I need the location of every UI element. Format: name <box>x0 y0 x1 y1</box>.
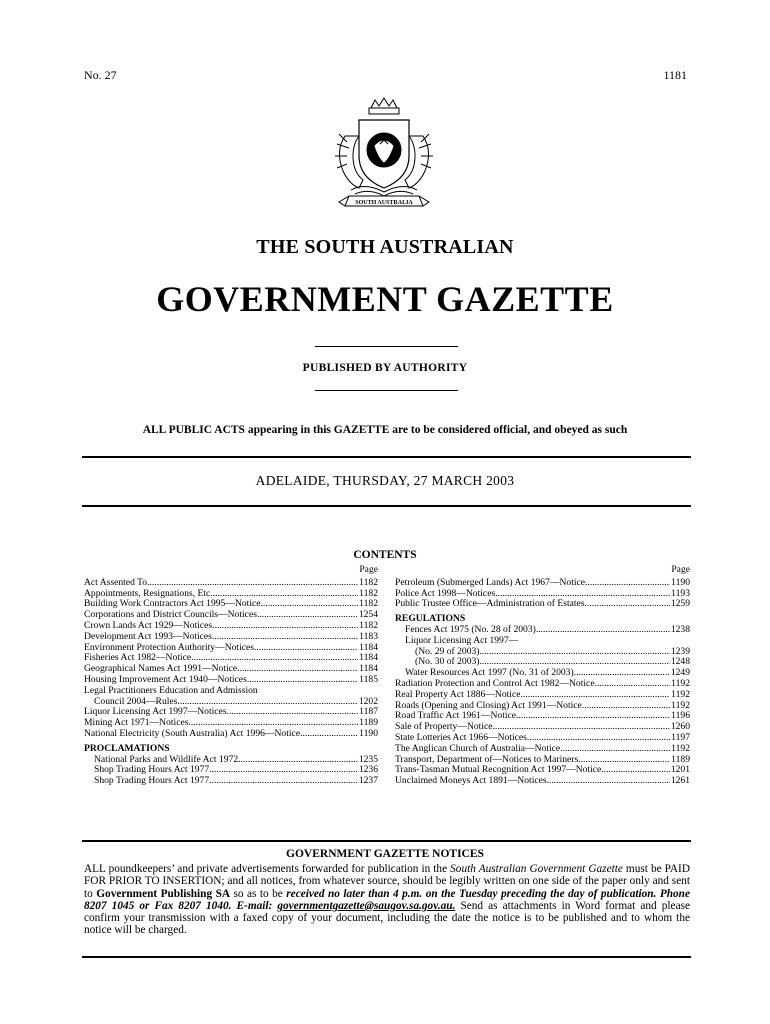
contents-entry: Liquor Licensing Act 1997—Notices ..... 1187 <box>84 707 378 718</box>
contents-entry: Real Property Act 1886—Notice ..... 1192 <box>395 690 690 701</box>
contents-entry: Shop Trading Hours Act 1977 ..... 1237 <box>84 776 378 787</box>
contents-entry: Corporations and District Councils—Notices ..... 1254 <box>84 610 378 621</box>
contents-entry: Radiation Protection and Control Act 1982—Notice ..... 1192 <box>395 679 690 690</box>
contents-entry: Trans-Tasman Mutual Recognition Act 1997—Notice ..... 1201 <box>395 765 690 776</box>
contents-entry: Fisheries Act 1982—Notice ..... 1184 <box>84 653 378 664</box>
proclamations-heading: PROCLAMATIONS <box>84 742 170 754</box>
divider <box>82 505 691 507</box>
coat-of-arms-icon <box>325 96 443 216</box>
page-column-label: Page <box>671 564 690 575</box>
contents-entry: Environment Protection Authority—Notices ..... 1184 <box>84 643 378 654</box>
contents-entry: Mining Act 1971—Notices ..... 1189 <box>84 718 378 729</box>
contents-entry: Crown Lands Act 1929—Notices ..... 1182 <box>84 621 378 632</box>
contents-entry: Appointments, Resignations, Etc. ..... 1182 <box>84 589 378 600</box>
contents-entry: Unclaimed Moneys Act 1891—Notices ..... 1261 <box>395 776 690 787</box>
notices-heading: GOVERNMENT GAZETTE NOTICES <box>286 848 484 860</box>
contents-entry: Petroleum (Submerged Lands) Act 1967—Notice ..... 1190 <box>395 578 690 589</box>
issue-number: No. 27 <box>84 68 117 82</box>
contents-entry: Roads (Opening and Closing) Act 1991—Notice ..... 1192 <box>395 701 690 712</box>
contents-entry: Shop Trading Hours Act 1977 ..... 1236 <box>84 765 378 776</box>
contents-entry: National Parks and Wildlife Act 1972 ..... 1235 <box>84 755 378 766</box>
contents-entry: (No. 30 of 2003) ..... 1248 <box>395 657 690 668</box>
contents-entry: Legal Practitioners Education and Admission <box>84 684 258 696</box>
contents-entry: Sale of Property—Notice ..... 1260 <box>395 722 690 733</box>
divider <box>82 456 691 458</box>
contents-entry: State Lotteries Act 1966—Notices ..... 1197 <box>395 733 690 744</box>
contents-entry: (No. 29 of 2003) ..... 1239 <box>395 647 690 658</box>
contents-entry: Geographical Names Act 1991—Notice ..... 1184 <box>84 664 378 675</box>
contents-entry: National Electricity (South Australia) Act 1996—Notice ..... 1190 <box>84 729 378 740</box>
page-column-label: Page <box>359 564 378 575</box>
official-notice: ALL PUBLIC ACTS appearing in this GAZETTE are to be considered official, and obeyed as such <box>142 424 628 436</box>
notices-body: ALL poundkeepers’ and private advertisements forwarded for publication in the South Australian Government Gazette must be PAID FOR PRIOR TO INSERTION; and all notices, from whatever source, should be legibly written on one side of the paper only and sent to Government Publishing SA so as to be received no later than 4 p.m. on the Tuesday preceding the day of publication. Phone 8207 1045 or Fax 8207 1040. E-mail: governmentgazette@saugov.sa.gov.au. Send as attachments in Word format and please confirm your transmission with a faxed copy of your document, including the date the notice is to be published and to whom the notice will be charged. <box>84 863 690 937</box>
contents-right-column <box>395 565 690 787</box>
published-by-authority: PUBLISHED BY AUTHORITY <box>302 362 468 374</box>
contents-entry: Fences Act 1975 (No. 28 of 2003) ..... 1238 <box>395 625 690 636</box>
masthead-line1: THE SOUTH AUSTRALIAN <box>256 236 514 258</box>
contents-entry: The Anglican Church of Australia—Notice ..... 1192 <box>395 744 690 755</box>
divider <box>315 390 458 391</box>
contents-entry: Transport, Department of—Notices to Mariners ..... 1189 <box>395 755 690 766</box>
contents-entry: Water Resources Act 1997 (No. 31 of 2003) ..... 1249 <box>395 668 690 679</box>
contents-entry: Housing Improvement Act 1940—Notices ..... 1185 <box>84 675 378 686</box>
contents-entry: Police Act 1998—Notices ..... 1193 <box>395 589 690 600</box>
divider <box>315 346 458 347</box>
notices-divider <box>82 840 691 842</box>
scroll-text: SOUTH AUSTRALIA <box>355 200 413 206</box>
contents-left-column <box>84 565 378 787</box>
email-link[interactable]: governmentgazette@saugov.sa.gov.au. <box>277 899 456 912</box>
contents-entry: Liquor Licensing Act 1997— <box>405 634 519 646</box>
contents-entry: Council 2004—Rules ..... 1202 <box>84 697 378 708</box>
contents-entry: Development Act 1993—Notices ..... 1183 <box>84 632 378 643</box>
regulations-heading: REGULATIONS <box>395 613 466 625</box>
masthead-title: GOVERNMENT GAZETTE <box>156 279 614 319</box>
contents-entry: Act Assented To ..... 1182 <box>84 578 378 589</box>
contents-entry: Building Work Contractors Act 1995—Notice ..... 1182 <box>84 599 378 610</box>
contents-entry: Road Traffic Act 1961—Notice ..... 1196 <box>395 711 690 722</box>
contents-entry: Public Trustee Office—Administration of Estates ..... 1259 <box>395 599 690 610</box>
divider <box>82 956 691 958</box>
page-number: 1181 <box>663 68 687 82</box>
dateline: ADELAIDE, THURSDAY, 27 MARCH 2003 <box>255 473 515 488</box>
contents-heading: CONTENTS <box>353 549 417 561</box>
